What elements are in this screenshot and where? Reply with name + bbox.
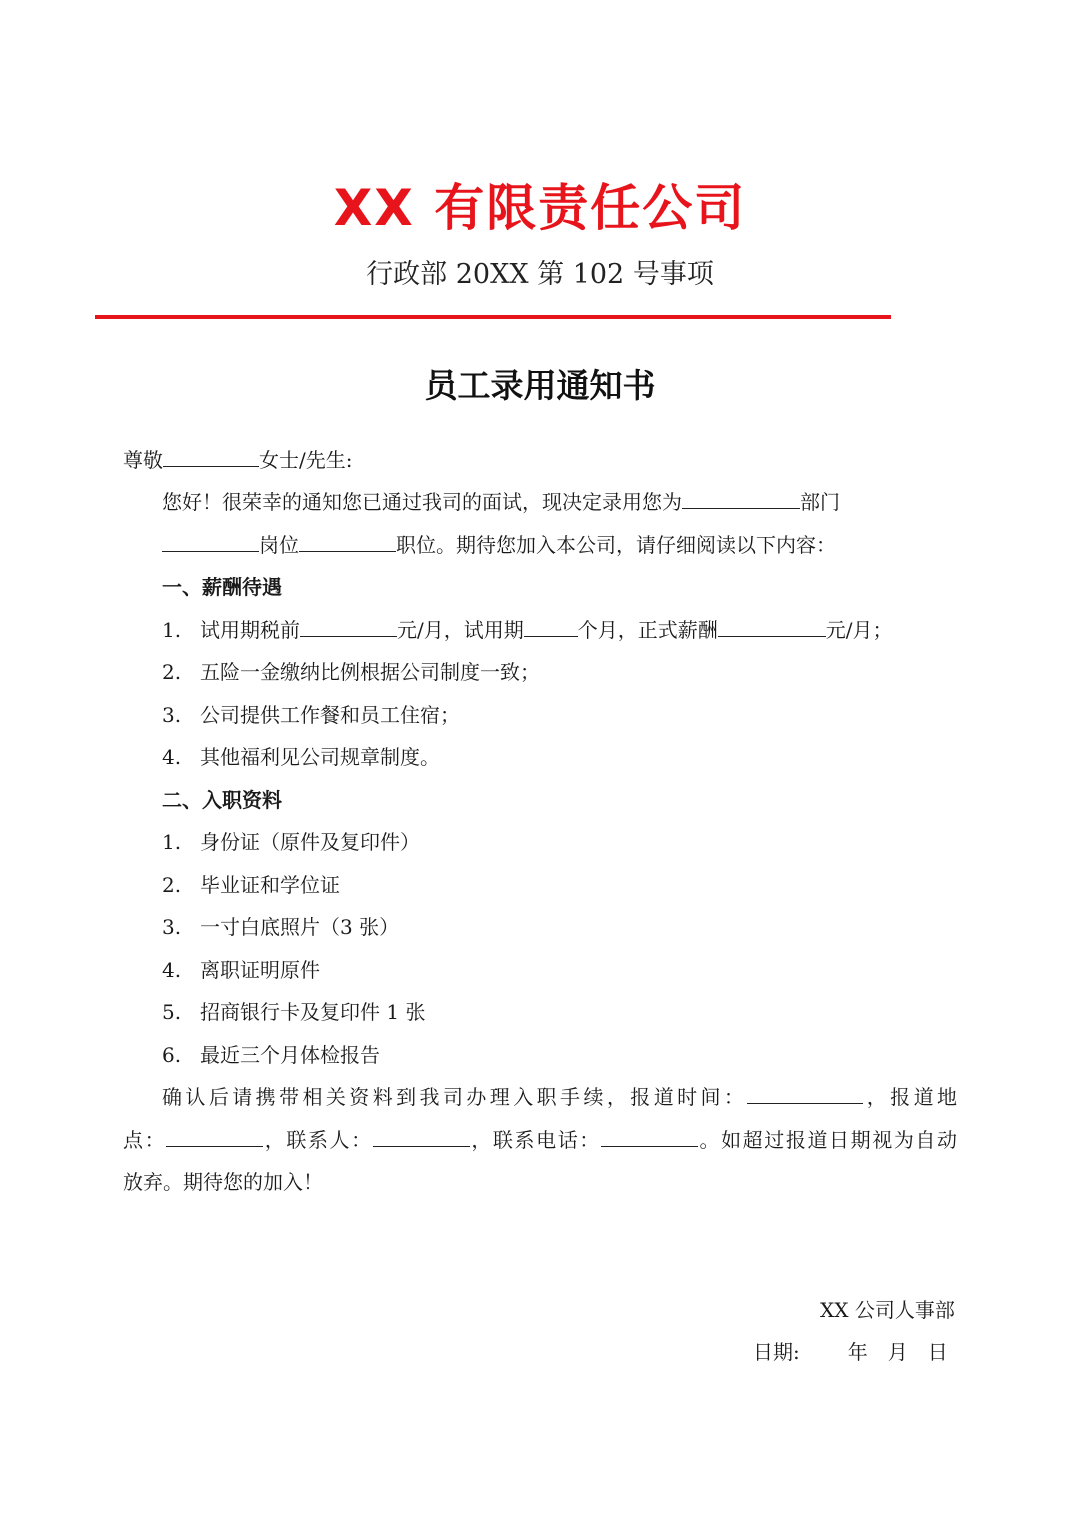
salary-formal-unit: 元/月； — [825, 618, 893, 642]
signature-date — [753, 1338, 948, 1366]
red-header-rule — [95, 315, 891, 319]
closing-text-4: ，联系人： — [263, 1128, 373, 1152]
list-item-text: 其他福利见公司规章制度。 — [200, 745, 440, 769]
closing-line-1 — [162, 1083, 957, 1111]
report-time-blank — [747, 1083, 863, 1104]
greeting — [123, 446, 352, 474]
salary-item-1 — [162, 616, 893, 644]
section-heading-salary: 一、薪酬待遇 — [162, 575, 282, 599]
list-number: 2. — [162, 660, 182, 684]
closing-text-6: 。如超过报道日期视为自动 — [697, 1128, 958, 1152]
probation-salary-blank — [300, 616, 397, 637]
closing-line-3: 放弃。期待您的加入！ — [123, 1170, 323, 1194]
list-number: 4. — [162, 958, 182, 982]
list-item-text: 毕业证和学位证 — [200, 873, 340, 897]
contact-phone-blank — [601, 1126, 698, 1147]
intro-rest: 职位。期待您加入本公司，请仔细阅读以下内容： — [396, 533, 836, 557]
list-item-text: 招商银行卡及复印件 1 张 — [200, 1000, 426, 1024]
list-item — [162, 998, 425, 1026]
salary-formal-label: 个月，正式薪酬 — [577, 618, 718, 642]
greeting-suffix: 女士/先生: — [259, 448, 353, 472]
list-number: 1. — [162, 830, 182, 854]
list-item — [162, 743, 440, 771]
intro-line-2 — [162, 531, 836, 559]
date-label: 日期: — [753, 1340, 800, 1364]
salary-probation-label: 试用期税前 — [200, 618, 300, 642]
closing-text-1: 确认后请携带相关资料到我司办理入职手续，报道时间： — [162, 1085, 748, 1109]
list-item — [162, 871, 340, 899]
greeting-prefix: 尊敬 — [123, 448, 163, 472]
list-number: 3. — [162, 915, 182, 939]
list-item-text: 离职证明原件 — [200, 958, 320, 982]
list-number: 3. — [162, 703, 182, 727]
list-number: 1. — [162, 618, 182, 642]
date-day: 日 — [927, 1340, 948, 1364]
date-year: 年 — [847, 1340, 868, 1364]
contact-person-blank — [373, 1126, 470, 1147]
list-number: 6. — [162, 1043, 182, 1067]
salary-probation-unit: 元/月，试用期 — [397, 618, 524, 642]
list-item-text: 公司提供工作餐和员工住宿； — [200, 703, 460, 727]
department-blank — [682, 488, 800, 509]
intro-text: 您好！很荣幸的通知您已通过我司的面试，现决定录用您为 — [162, 490, 682, 514]
closing-text-2: ，报道地 — [863, 1085, 958, 1109]
list-item — [162, 956, 320, 984]
document-title: 员工录用通知书 — [424, 366, 656, 405]
list-item — [162, 658, 540, 686]
list-item-text: 五险一金缴纳比例根据公司制度一致； — [200, 660, 540, 684]
intro-post-label: 岗位 — [259, 533, 299, 557]
company-name: XX 有限责任公司 — [333, 179, 747, 237]
intro-department-label: 部门 — [800, 490, 840, 514]
list-item — [162, 1041, 380, 1069]
closing-text-5: ，联系电话： — [469, 1128, 601, 1152]
list-item-text: 最近三个月体检报告 — [200, 1043, 380, 1067]
list-item — [162, 701, 460, 729]
list-number: 4. — [162, 745, 182, 769]
date-month: 月 — [887, 1340, 908, 1364]
section-heading-documents: 二、入职资料 — [162, 788, 282, 812]
list-number: 2. — [162, 873, 182, 897]
report-place-blank — [166, 1126, 263, 1147]
list-item-text: 身份证（原件及复印件） — [200, 830, 420, 854]
list-number: 5. — [162, 1000, 182, 1024]
post-blank — [162, 531, 259, 552]
name-blank — [163, 446, 259, 467]
signature-department: XX 公司人事部 — [820, 1298, 955, 1322]
closing-line-2 — [123, 1126, 957, 1154]
closing-text-3: 点： — [123, 1128, 167, 1152]
position-blank — [299, 531, 396, 552]
intro-line-1 — [162, 488, 840, 516]
list-item — [162, 828, 420, 856]
probation-months-blank — [524, 616, 578, 637]
formal-salary-blank — [718, 616, 826, 637]
list-item-text: 一寸白底照片（3 张） — [200, 915, 400, 939]
list-item — [162, 913, 399, 941]
document-number: 行政部 20XX 第 102 号事项 — [366, 259, 714, 290]
